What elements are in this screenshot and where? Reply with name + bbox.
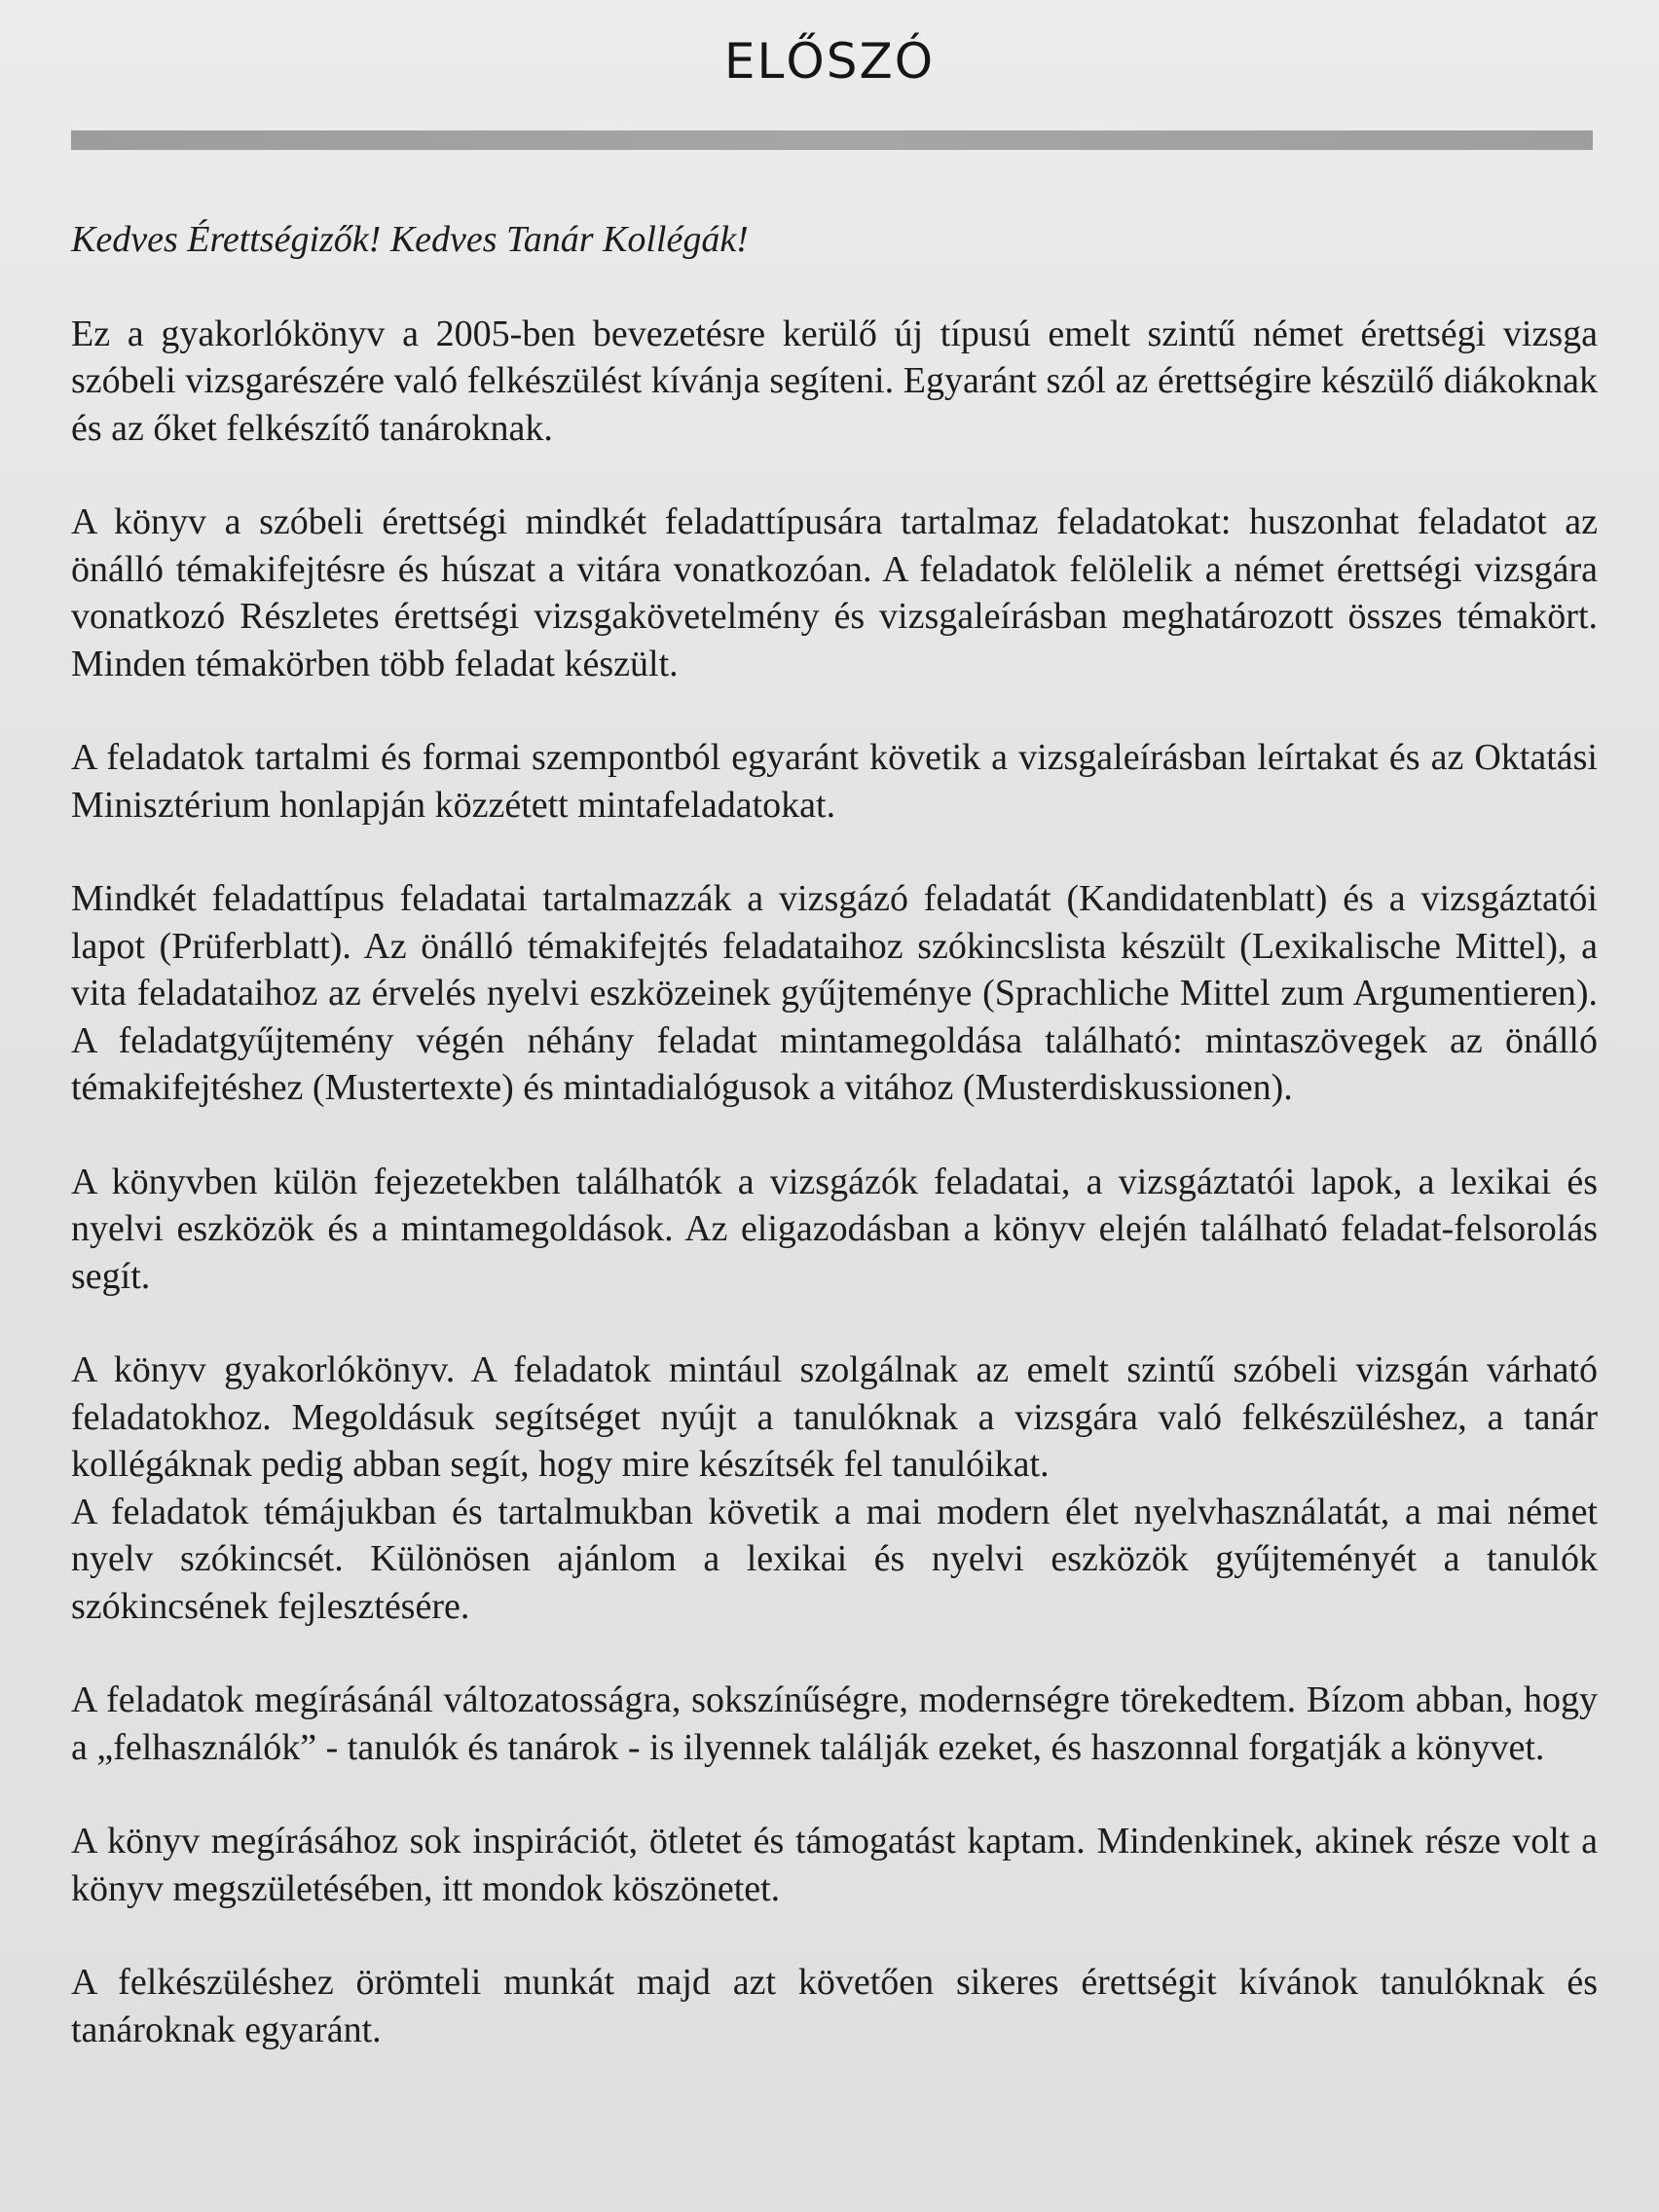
paragraph-10: A felkészüléshez örömteli munkát majd azt követően sikeres érettségit kívánok tanulóknak és tanároknak egyaránt.: [71, 1962, 1598, 2050]
paragraph-4: Mindkét feladattípus feladatai tartalmazzák a vizsgázó feladatát (Kandidatenblatt) és a vizsgáztatói lapot (Prüferblatt). Az önálló témakifejtés feladataihoz szókincslista készült (Lexikalische Mittel), a vita feladataihoz az érvelés nyelvi eszközeinek gyűjteménye (Sprachliche Mittel zum Argumentieren). A feladatgyűjtemény végén néhány feladat mintamegoldása található: mintaszövegek az önálló témakifejtéshez (Mustertexte) és mintadialógusok a vitához (Musterdiskussionen).: [71, 878, 1598, 1108]
paragraph-1: Ez a gyakorlókönyv a 2005-ben bevezetésre kerülő új típusú emelt szintű német érettségi vizsga szóbeli vizsgarészére való felkészülést kívánja segíteni. Egyaránt szól az érettségire készülő diákoknak és az őket felkészítő tanároknak.: [71, 313, 1598, 449]
paragraph-2: A könyv a szóbeli érettségi mindkét feladattípusára tartalmaz feladatokat: huszonhat feladatot az önálló témakifejtésre és húszat a vitára vonatkozóan. A feladatok felölelik a német érettségi vizsgára vonatkozó Részletes érettségi vizsgakövetelmény és vizsgaleírásban meghatározott összes témakört. Minden témakörben több feladat készült.: [71, 501, 1598, 684]
title-underline-bar: [71, 130, 1593, 150]
greeting: Kedves Érettségizők! Kedves Tanár Kollégák!: [71, 219, 749, 260]
paragraph-8: A feladatok megírásánál változatosságra, sokszínűségre, modernségre törekedtem. Bízom abban, hogy a „felhasználók” - tanulók és tanárok - is ilyennek találják ezeket, és haszonnal forgatják a könyvet.: [71, 1679, 1598, 1768]
preface-body: [71, 216, 1598, 2100]
paragraph-6: A könyv gyakorlókönyv. A feladatok mintául szolgálnak az emelt szintű szóbeli vizsgán várható feladatokhoz. Megoldásuk segítséget nyújt a tanulóknak a vizsgára való felkészüléshez, a tanár kollégáknak pedig abban segít, hogy mire készítsék fel tanulóikat.: [71, 1349, 1598, 1485]
paragraph-9: A könyv megírásához sok inspirációt, ötletet és támogatást kaptam. Mindenkinek, akinek része volt a könyv megszületésében, itt mondok köszönetet.: [71, 1821, 1598, 1909]
paragraph-7: A feladatok témájukban és tartalmukban követik a mai modern élet nyelvhasználatát, a mai német nyelv szókincsét. Különösen ajánlom a lexikai és nyelvi eszközök gyűjteményét a tanulók szókincsének fejlesztésére.: [71, 1491, 1598, 1627]
page-title: ELŐSZÓ: [723, 33, 936, 90]
paragraph-5: A könyvben külön fejezetekben találhatók a vizsgázók feladatai, a vizsgáztatói lapok, a lexikai és nyelvi eszközök és a mintamegoldások. Az eligazodásban a könyv elején található feladat-felsorolás segít.: [71, 1161, 1598, 1297]
paragraph-3: A feladatok tartalmi és formai szempontból egyaránt követik a vizsgaleírásban leírtakat és az Oktatási Minisztérium honlapján közzétett mintafeladatokat.: [71, 737, 1598, 826]
